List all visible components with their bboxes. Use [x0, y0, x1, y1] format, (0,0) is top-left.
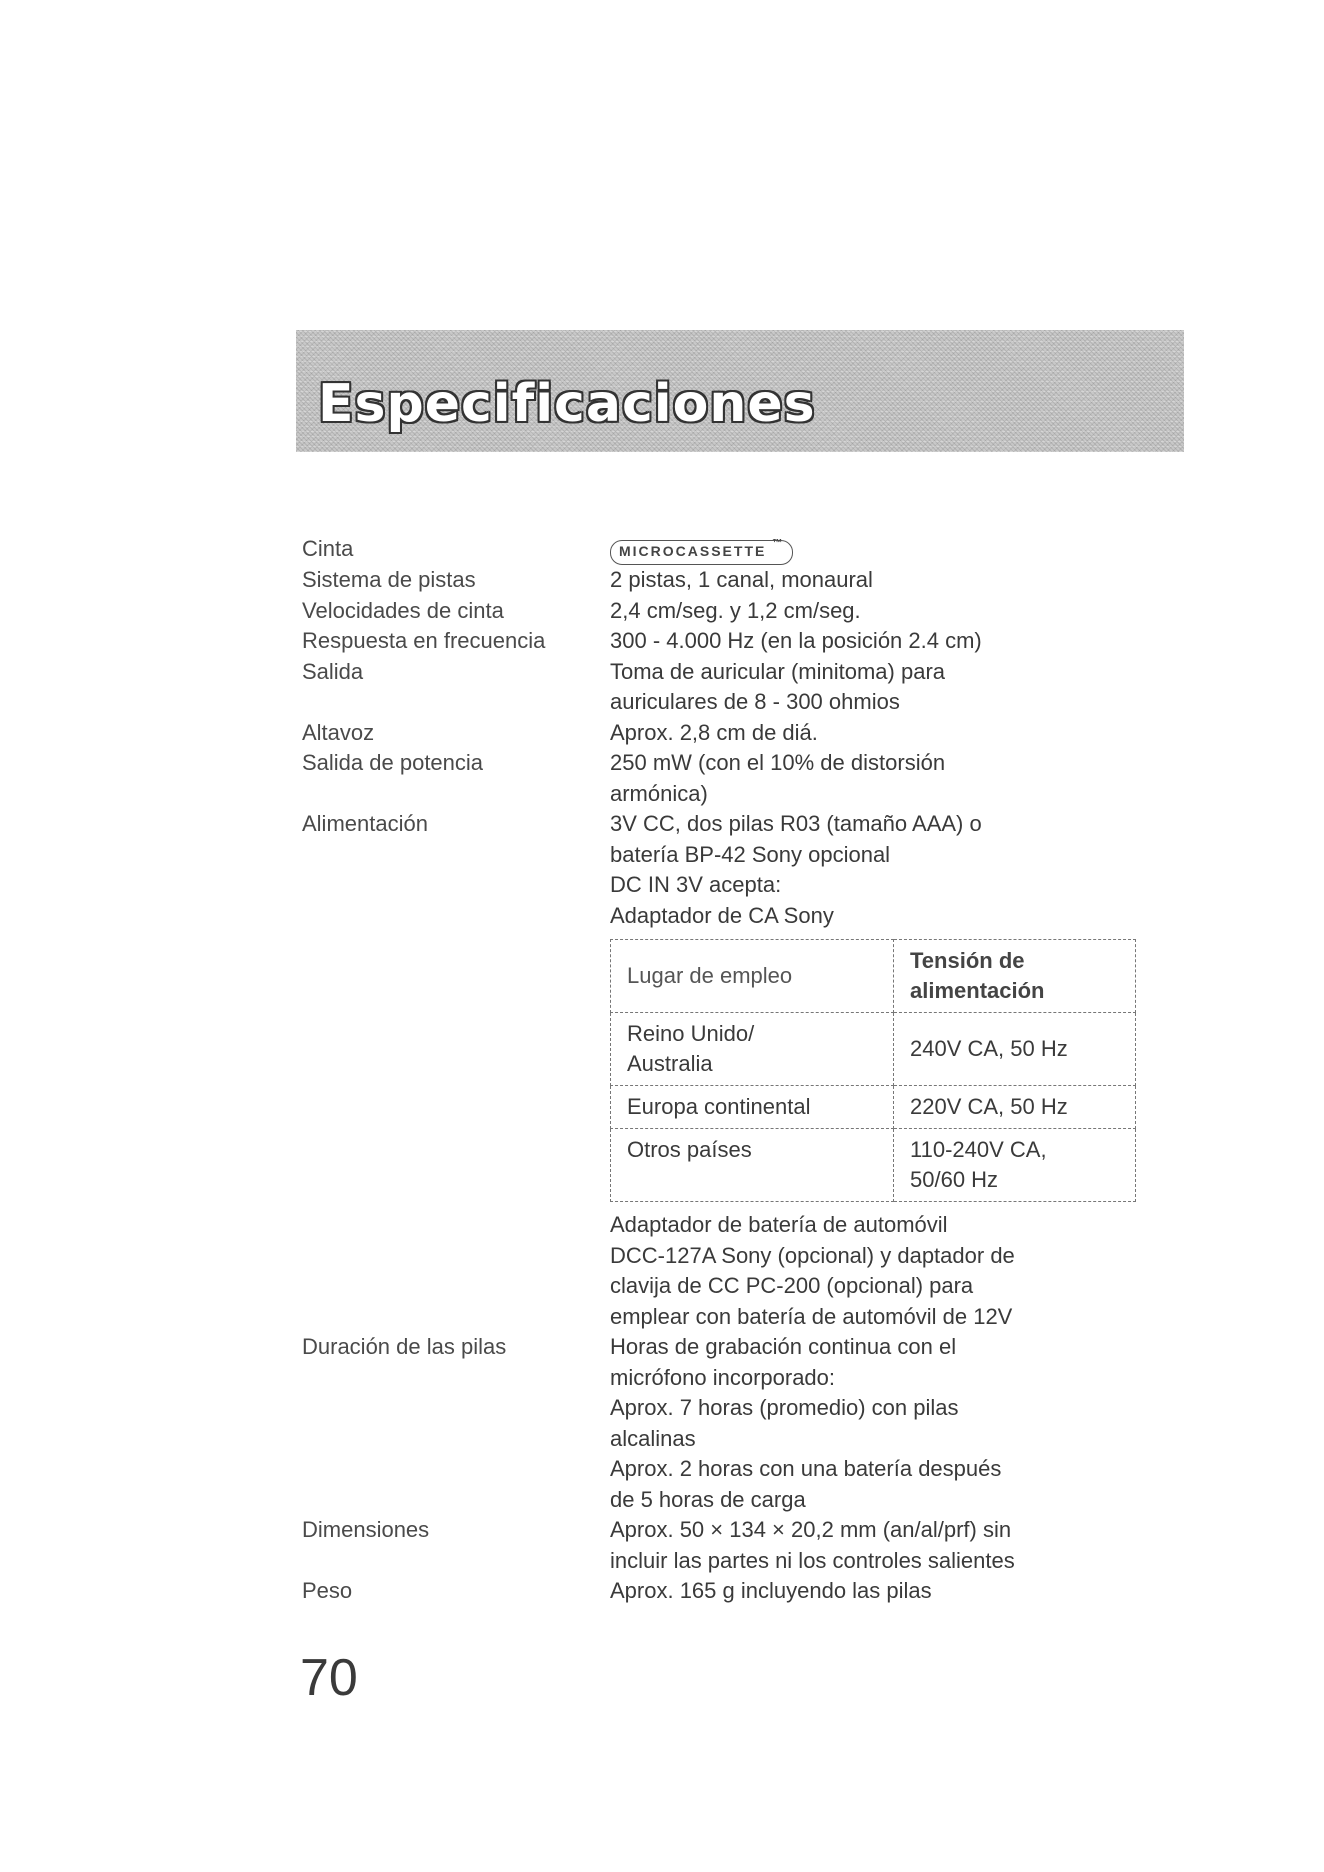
spec-value: clavija de CC PC-200 (opcional) para [610, 1273, 974, 1298]
spec-label: Alimentación [302, 811, 428, 836]
spec-label: Salida [302, 658, 364, 684]
spec-label: Dimensiones [302, 1517, 430, 1542]
spec-value: Adaptador de CA Sony [610, 902, 834, 928]
table-header-row [611, 940, 1136, 1013]
spec-label: Duración de las pilas [302, 1334, 507, 1359]
table-cell-place: Europa continental [611, 1086, 894, 1129]
spec-value: Aprox. 2 horas con una batería después [610, 1456, 1002, 1481]
spec-value: 2,4 cm/seg. y 1,2 cm/seg. [610, 597, 861, 623]
spec-value: incluir las partes ni los controles salientes [610, 1547, 1015, 1573]
title-banner [296, 330, 1184, 452]
voltage-table [610, 939, 1136, 1202]
spec-value: DC IN 3V acepta: [610, 872, 782, 897]
spec-row-speaker [302, 718, 1132, 749]
spec-value: batería BP-42 Sony opcional [610, 841, 891, 867]
spec-value: Adaptador de batería de automóvil [610, 1212, 948, 1237]
table-header-voltage: Tensión de alimentación [894, 940, 1136, 1013]
table-cell-place: Otros países [611, 1129, 894, 1202]
spec-row-output [302, 657, 1132, 718]
spec-row-frequency [302, 626, 1132, 657]
table-header-place: Lugar de empleo [611, 940, 894, 1013]
spec-row-power-output [302, 748, 1132, 809]
microcassette-logo: MICROCASSETTE ™ [610, 540, 793, 565]
spec-row-tape [302, 534, 1132, 565]
spec-row-dimensions [302, 1515, 1132, 1576]
spec-label: Altavoz [302, 719, 375, 745]
spec-row-speeds [302, 596, 1132, 627]
spec-row-tracks [302, 565, 1132, 596]
spec-value: Aprox. 50 × 134 × 20,2 mm (an/al/prf) sin [610, 1517, 1012, 1542]
spec-value: alcalinas [610, 1425, 696, 1451]
page-number: 70 [300, 1649, 358, 1707]
spec-value: emplear con batería de automóvil de 12V [610, 1303, 1013, 1329]
spec-value: Aprox. 7 horas (promedio) con pilas [610, 1395, 959, 1420]
spec-value: 300 - 4.000 Hz (en la posición 2.4 cm) [610, 628, 982, 653]
spec-label: Velocidades de cinta [302, 597, 504, 623]
spec-label: Salida de potencia [302, 750, 484, 775]
spec-label: Peso [302, 1578, 353, 1603]
spec-value: micrófono incorporado: [610, 1364, 836, 1390]
spec-value: Horas de grabación continua con el [610, 1334, 957, 1359]
spec-label: Cinta [302, 536, 354, 561]
spec-row-power [302, 809, 1132, 1332]
spec-value: Aprox. 165 g incluyendo las pilas [610, 1578, 932, 1603]
specifications-list [302, 534, 1132, 1607]
spec-value: Aprox. 2,8 cm de diá. [610, 719, 818, 745]
spec-value: DCC-127A Sony (opcional) y daptador de [610, 1242, 1015, 1268]
table-row [611, 1013, 1136, 1086]
page-title: Especificaciones [318, 374, 816, 434]
spec-label: Respuesta en frecuencia [302, 628, 546, 653]
spec-value: 2 pistas, 1 canal, monaural [610, 567, 873, 592]
spec-value: 250 mW (con el 10% de distorsión [610, 750, 946, 775]
spec-value: auriculares de 8 - 300 ohmios [610, 689, 900, 714]
spec-value: armónica) [610, 780, 708, 806]
table-cell-voltage: 110-240V CA, 50/60 Hz [894, 1129, 1136, 1202]
table-cell-voltage: 240V CA, 50 Hz [894, 1013, 1136, 1086]
table-row [611, 1129, 1136, 1202]
table-cell-voltage: 220V CA, 50 Hz [894, 1086, 1136, 1129]
spec-value: de 5 horas de carga [610, 1486, 806, 1512]
spec-row-weight [302, 1576, 1132, 1607]
table-cell-place: Reino Unido/ Australia [611, 1013, 894, 1086]
table-row [611, 1086, 1136, 1129]
spec-row-battery-life [302, 1332, 1132, 1515]
spec-value: 3V CC, dos pilas R03 (tamaño AAA) o [610, 811, 982, 836]
spec-value: Toma de auricular (minitoma) para [610, 658, 946, 684]
spec-label: Sistema de pistas [302, 567, 476, 592]
